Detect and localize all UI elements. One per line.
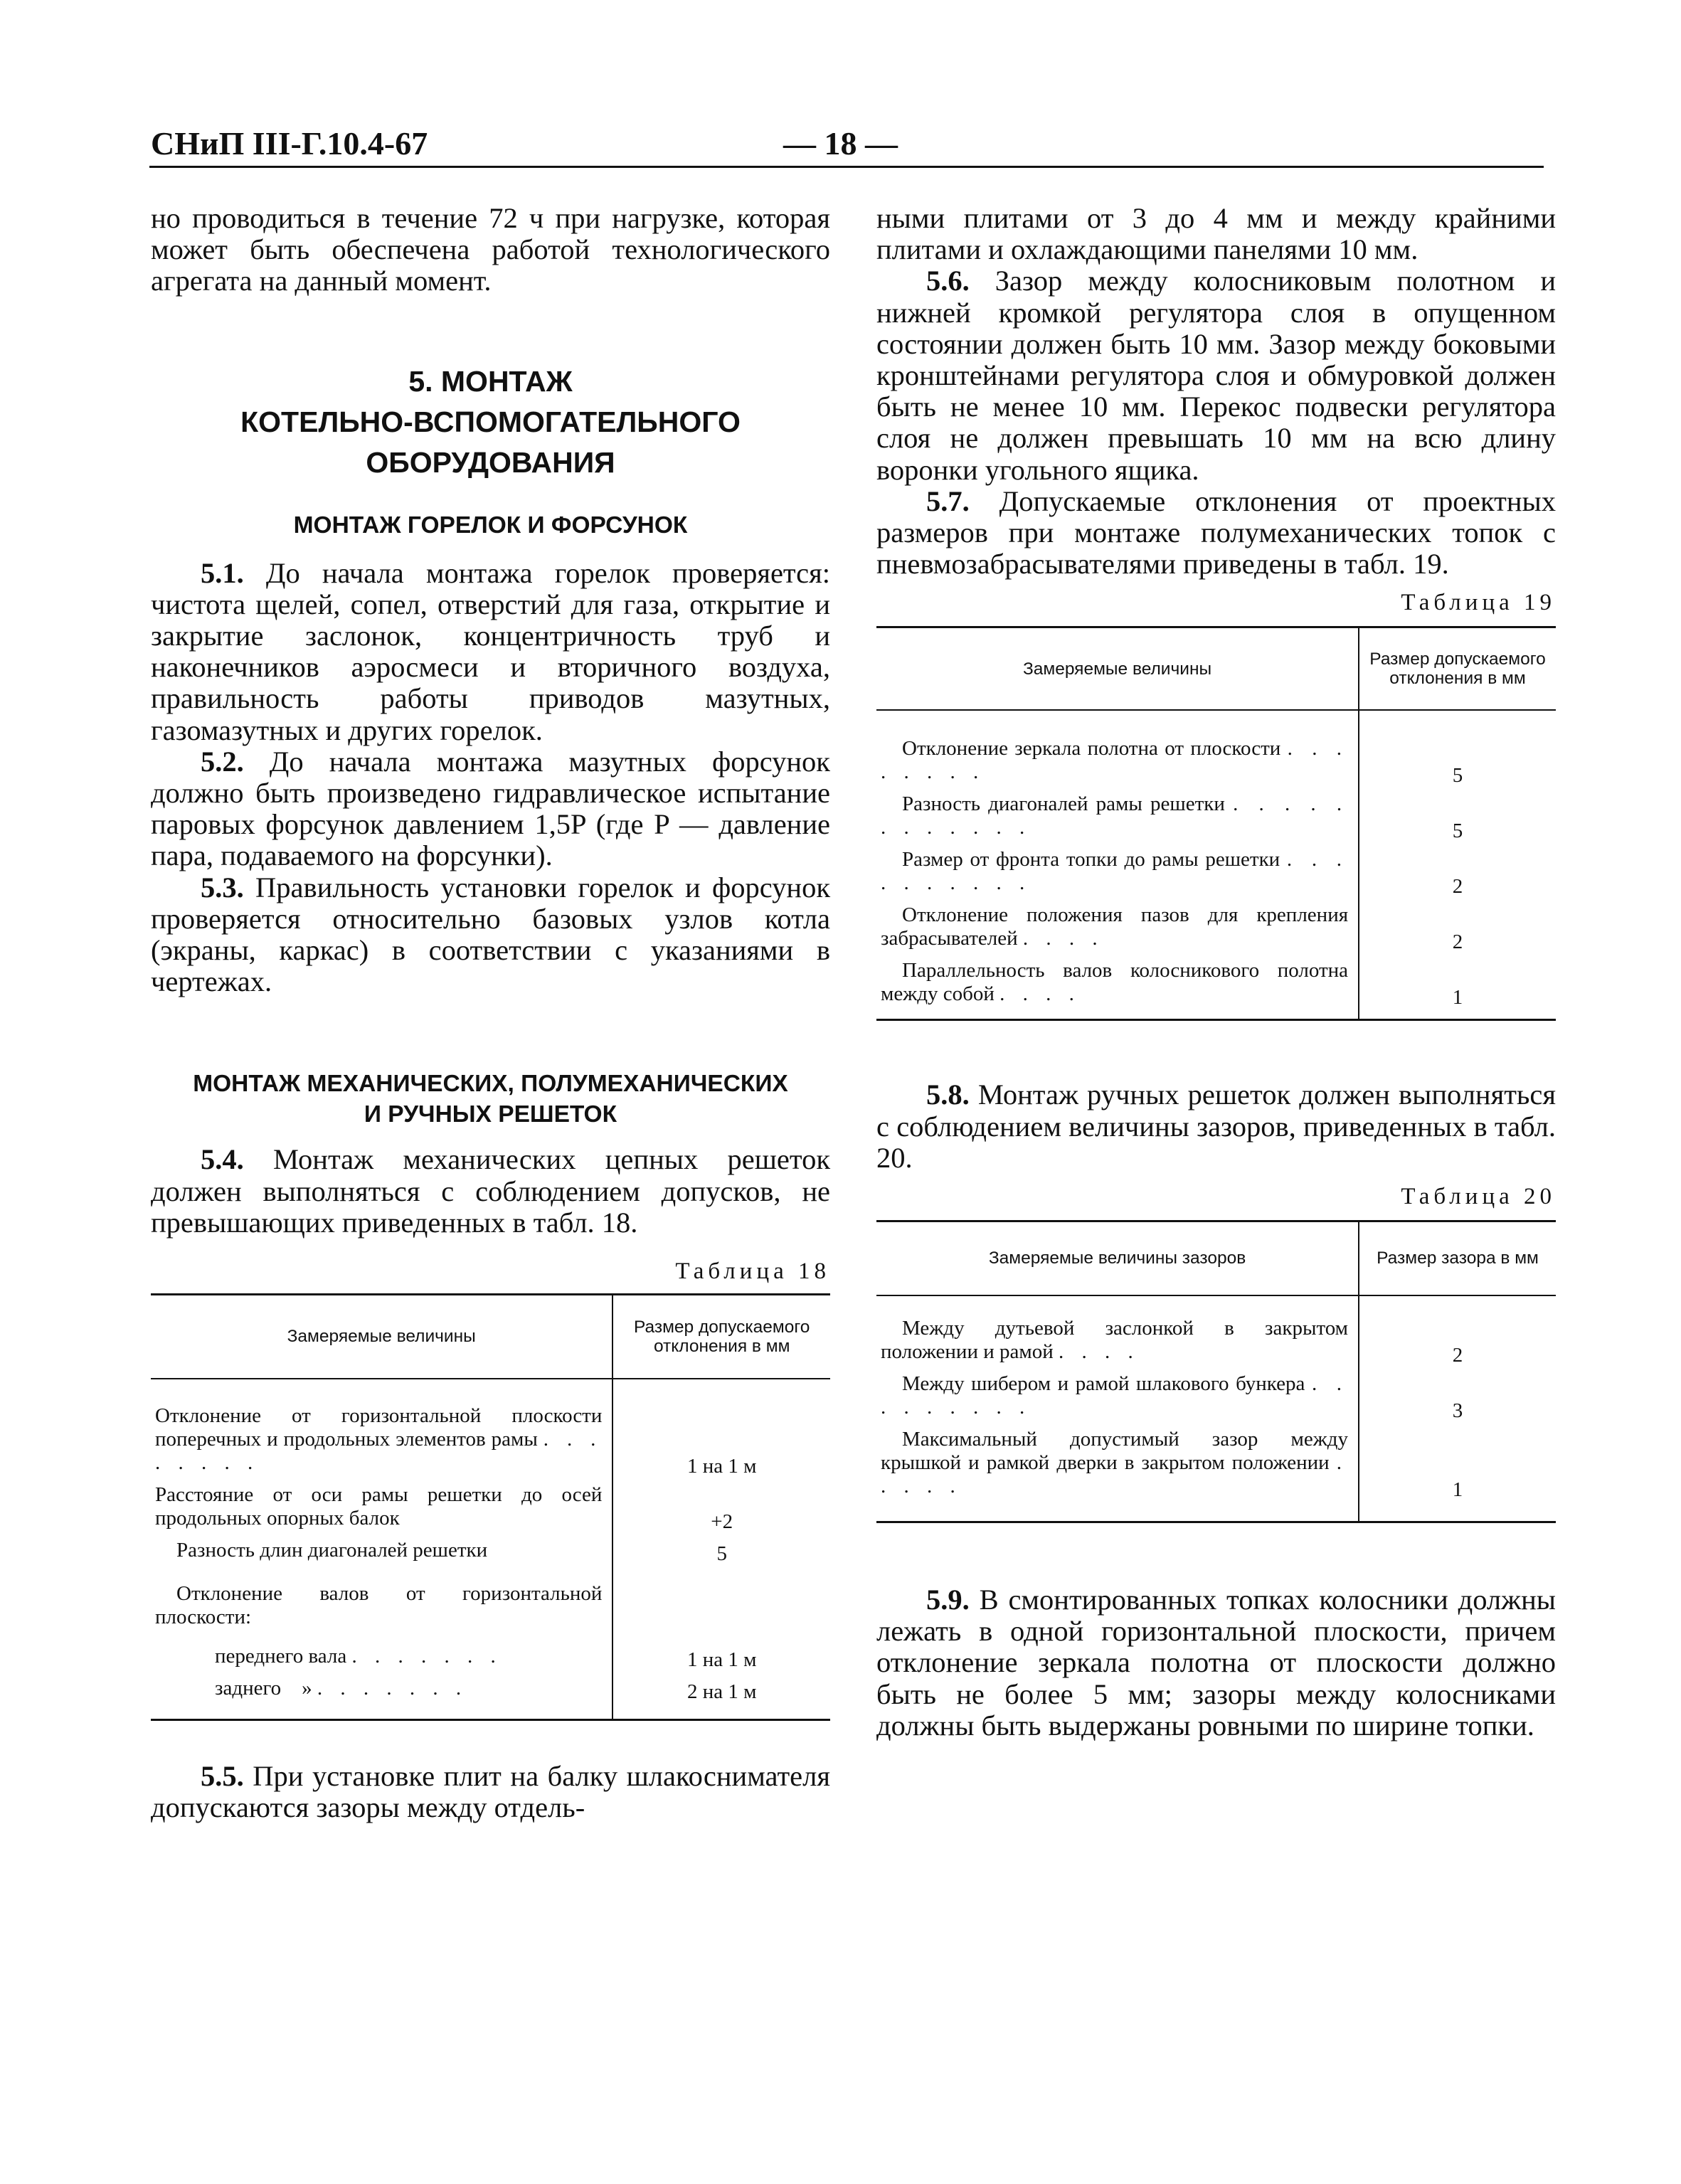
leader-dots: . . . . . . . . <box>881 736 1349 783</box>
row-value: 2 на 1 м <box>613 1673 830 1705</box>
table-row <box>876 1368 1556 1424</box>
row-label: Разность диагоналей рамы решетки <box>902 792 1225 815</box>
row-label: Отклонение от горизонтальной плоскости поперечных и продольных элементов рамы <box>155 1404 603 1451</box>
clause-number: 5.3. <box>201 871 244 903</box>
table-row <box>151 1578 830 1633</box>
clause-number: 5.5. <box>201 1760 244 1793</box>
row-value: 1 <box>1359 1424 1556 1502</box>
table-header-gap: Размер зазора в мм <box>1359 1221 1556 1295</box>
table-19-caption: Таблица 19 <box>1401 590 1556 616</box>
table-row <box>876 1424 1556 1502</box>
leader-dots: . . . . . . . . . <box>881 1372 1349 1419</box>
table-row <box>876 733 1556 788</box>
clause-text: Допускаемые отклонения от проектных размеров при монтаже полумеханических топок с пневмозабрасывателями приведены в табл. 19. <box>876 484 1556 581</box>
clause-number: 5.1. <box>201 556 244 589</box>
clause-number: 5.9. <box>926 1584 970 1616</box>
row-value: 2 <box>1359 899 1556 955</box>
row-label: Между дутьевой заслонкой в закрытом положении и рамой <box>881 1316 1349 1363</box>
table-row <box>876 899 1556 955</box>
row-label: Разность длин диагоналей решетки <box>176 1538 488 1562</box>
clause-number: 5.8. <box>926 1078 970 1111</box>
clause-text: При установке плит на балку шлакоснимателя допускаются зазоры между отдель- <box>151 1760 830 1824</box>
clause-text: До начала монтажа горелок проверяется: чистота щелей, сопел, отверстий для газа, открытие и закрытие заслонок, концентричность труб и наконечников аэросмеси и вторичного воздуха, правильность работы приводов мазутных, газомазутных и других горелок. <box>151 556 830 746</box>
subsection-title-burners: МОНТАЖ ГОРЕЛОК И ФОРСУНОК <box>293 511 688 539</box>
clause-5-8 <box>876 1079 1556 1174</box>
paragraph-continued: ными плитами от 3 до 4 мм и между крайними плитами и охлаждающими панелями 10 мм. <box>876 202 1556 266</box>
row-value: 5 <box>1359 733 1556 788</box>
section-title-line1: 5. МОНТАЖ <box>408 364 573 398</box>
row-value: 1 <box>1359 955 1556 1010</box>
ditto-mark: » <box>302 1676 312 1700</box>
leader-dots: . . . . <box>999 982 1081 1005</box>
clause-5-3 <box>151 872 830 998</box>
clause-number: 5.2. <box>201 745 244 778</box>
row-label: Отклонение положения пазов для крепления забрасывателей <box>881 903 1349 950</box>
document-code: СНиП III-Г.10.4-67 <box>151 125 428 161</box>
table-row <box>151 1534 830 1567</box>
row-value: 1 на 1 м <box>613 1640 830 1673</box>
table-18-caption: Таблица 18 <box>675 1258 830 1285</box>
header-rule <box>149 166 1544 168</box>
clause-number: 5.7. <box>926 484 970 517</box>
row-label: Максимальный допустимый зазор между крышкой и рамкой дверки в закрытом положении <box>881 1427 1349 1474</box>
clause-text: Правильность установки горелок и форсунок проверяется относительно базовых узлов котла (экраны, каркас) в соответствии с указаниями в чертежах. <box>151 871 830 998</box>
leader-dots: . . . . . . . <box>317 1676 468 1700</box>
table-row <box>151 1640 830 1673</box>
section-title-line2: КОТЕЛЬНО-ВСПОМОГАТЕЛЬНОГО <box>240 405 741 438</box>
subsection-title-grates-line2: И РУЧНЫХ РЕШЕТОК <box>364 1101 617 1128</box>
row-label: Между шибером и рамой шлакового бункера <box>902 1372 1305 1395</box>
clause-5-1 <box>151 558 830 746</box>
table-row <box>876 844 1556 899</box>
row-value: 3 <box>1359 1368 1556 1424</box>
right-column <box>876 203 1556 1742</box>
leader-dots: . . . . . <box>881 1451 1349 1497</box>
leader-dots: . . . . . . . . <box>155 1427 603 1474</box>
row-label: Отклонение валов от горизонтальной плоскости: <box>155 1581 603 1628</box>
clause-number: 5.4. <box>201 1143 244 1176</box>
left-column <box>151 203 830 1823</box>
clause-5-2 <box>151 746 830 872</box>
clause-5-7 <box>876 486 1556 581</box>
table-header-measured: Замеряемые величины <box>876 627 1359 710</box>
clause-5-9 <box>876 1584 1556 1742</box>
clause-text: Монтаж механических цепных решеток должен выполняться с соблюдением допусков, не превышающих приведенных в табл. 18. <box>151 1143 830 1239</box>
row-value: 5 <box>613 1534 830 1567</box>
table-row <box>151 1479 830 1534</box>
table-20-caption: Таблица 20 <box>1401 1184 1556 1210</box>
table-18 <box>151 1293 830 1721</box>
paragraph-continued: но проводиться в течение 72 ч при нагрузке, которая может быть обеспечена работой технологического агрегата на данный момент. <box>151 202 830 297</box>
clause-text: Монтаж ручных решеток должен выполняться с соблюдением величины зазоров, приведенных в табл. 20. <box>876 1078 1556 1174</box>
row-label: Параллельность валов колосникового полотна между собой <box>881 958 1349 1005</box>
leader-dots: . . . . . . . . . . . . <box>881 792 1349 839</box>
leader-dots: . . . . . . . <box>351 1644 502 1668</box>
row-value: 2 <box>1359 844 1556 899</box>
leader-dots: . . . . <box>1058 1340 1140 1363</box>
row-value: 1 на 1 м <box>613 1400 830 1479</box>
table-header-measured: Замеряемые величины <box>151 1295 613 1379</box>
row-label: переднего вала <box>215 1644 347 1668</box>
row-value: 2 <box>1359 1313 1556 1368</box>
table-row <box>151 1400 830 1479</box>
table-row <box>876 955 1556 1010</box>
clause-number: 5.6. <box>926 265 970 297</box>
table-20 <box>876 1220 1556 1523</box>
table-row <box>151 1673 830 1705</box>
subsection-title-grates-line1: МОНТАЖ МЕХАНИЧЕСКИХ, ПОЛУМЕХАНИЧЕСКИХ <box>193 1071 788 1098</box>
row-label: Размер от фронта топки до рамы решетки <box>902 847 1280 871</box>
row-label: Расстояние от оси рамы решетки до осей продольных опорных балок <box>155 1483 603 1530</box>
table-header-tolerance: Размер допускаемого отклонения в мм <box>613 1295 830 1379</box>
clause-text: В смонтированных топках колосники должны лежать в одной горизонтальной плоскости, причем отклонение зеркала полотна от плоскости должно быть не более 5 мм; зазоры между колосниками должны быть выдержаны ровными по ширине топки. <box>876 1584 1556 1742</box>
table-row <box>876 788 1556 844</box>
clause-5-4 <box>151 1144 830 1239</box>
table-row <box>876 1313 1556 1368</box>
clause-text: Зазор между колосниковым полотном и нижней кромкой регулятора слоя в опущенном состоянии должен быть 10 мм. Зазор между боковыми кронштейнами регулятора слоя и обмуровкой должен быть не менее 10 мм. Перекос подвески регулятора слоя не должен превышать 10 мм на всю длину воронки угольного ящика. <box>876 265 1556 486</box>
clause-text: До начала монтажа мазутных форсунок должно быть произведено гидравлическое испытание паровых форсунок давлением 1,5P (где P — давление пара, подаваемого на форсунки). <box>151 745 830 872</box>
table-19 <box>876 626 1556 1021</box>
row-label: Отклонение зеркала полотна от плоскости <box>902 736 1281 760</box>
clause-5-5 <box>151 1761 830 1823</box>
table-header-tolerance: Размер допускаемого отклонения в мм <box>1359 627 1556 710</box>
table-header-measured: Замеряемые величины зазоров <box>876 1221 1359 1295</box>
leader-dots: . . . . <box>1022 926 1104 950</box>
page-number: — 18 — <box>783 125 898 161</box>
clause-5-6 <box>876 265 1556 485</box>
row-label: заднего <box>215 1676 282 1700</box>
section-title-line3: ОБОРУДОВАНИЯ <box>366 445 615 479</box>
row-value: +2 <box>613 1479 830 1534</box>
row-value: 5 <box>1359 788 1556 844</box>
leader-dots: . . . . . . . . . . <box>881 847 1349 894</box>
